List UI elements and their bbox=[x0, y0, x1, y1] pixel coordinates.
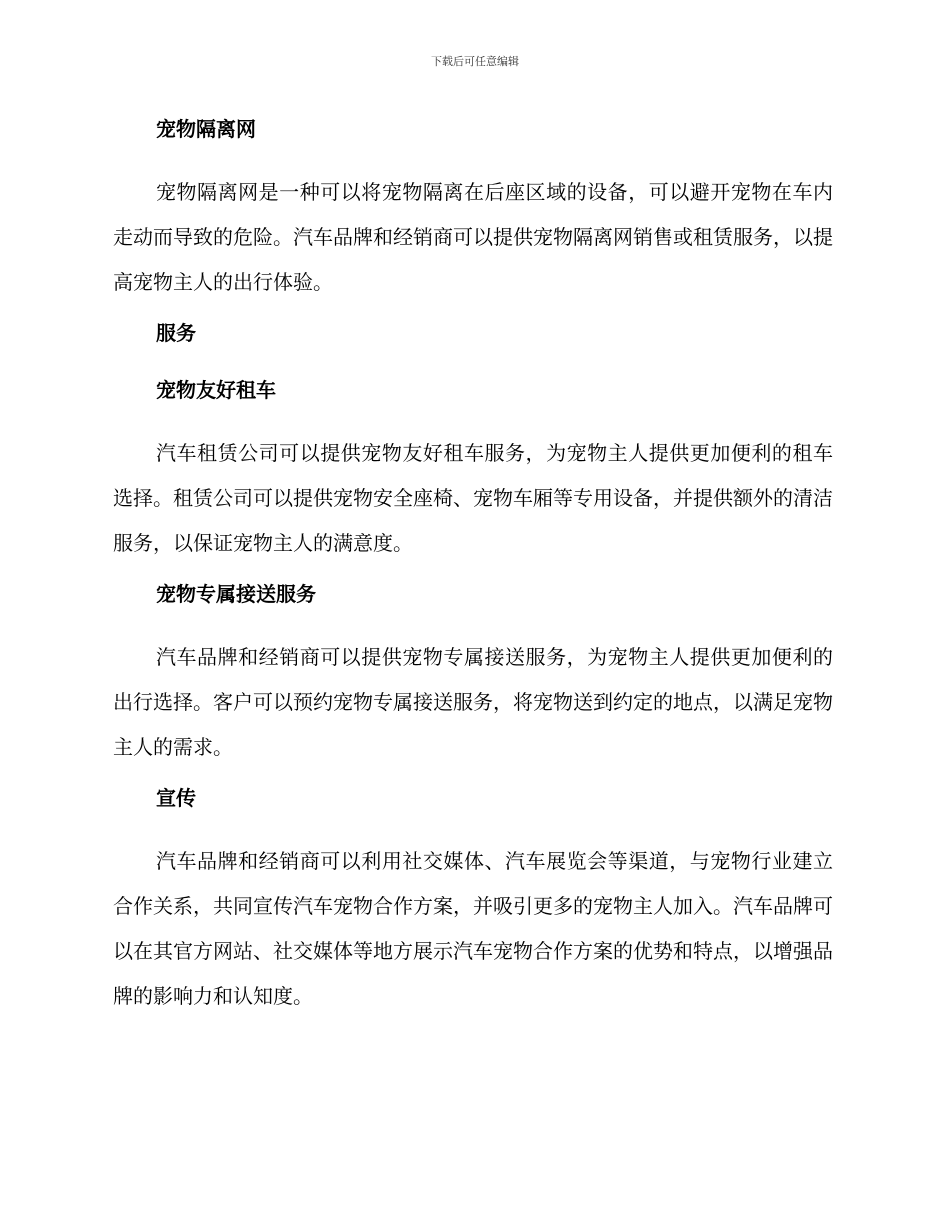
section-heading-pet-shuttle: 宠物专属接送服务 bbox=[156, 582, 316, 606]
document-body bbox=[113, 113, 833, 1031]
section-heading-pet-barrier: 宠物隔离网 bbox=[156, 117, 256, 141]
paragraph-pet-barrier: 宠物隔离网是一种可以将宠物隔离在后座区域的设备，可以避开宠物在车内走动而导致的危险。汽车品牌和经销商可以提供宠物隔离网销售或租赁服务，以提高宠物主人的出行体验。 bbox=[113, 180, 833, 294]
section-heading-pet-friendly-rental: 宠物友好租车 bbox=[156, 378, 276, 402]
paragraph-pet-friendly-rental: 汽车租赁公司可以提供宠物友好租车服务，为宠物主人提供更加便利的租车选择。租赁公司可以提供宠物安全座椅、宠物车厢等专用设备，并提供额外的清洁服务，以保证宠物主人的满意度。 bbox=[113, 441, 833, 555]
section-heading-services: 服务 bbox=[156, 321, 196, 345]
paragraph-pet-shuttle: 汽车品牌和经销商可以提供宠物专属接送服务，为宠物主人提供更加便利的出行选择。客户可以预约宠物专属接送服务，将宠物送到约定的地点，以满足宠物主人的需求。 bbox=[113, 645, 833, 759]
section-heading-promotion: 宣传 bbox=[156, 786, 196, 810]
paragraph-promotion: 汽车品牌和经销商可以利用社交媒体、汽车展览会等渠道，与宠物行业建立合作关系，共同宣传汽车宠物合作方案，并吸引更多的宠物主人加入。汽车品牌可以在其官方网站、社交媒体等地方展示汽车宠物合作方案的优势和特点，以增强品牌的影响力和认知度。 bbox=[113, 849, 833, 1008]
page-header-note: 下载后可任意编辑 bbox=[431, 55, 519, 68]
